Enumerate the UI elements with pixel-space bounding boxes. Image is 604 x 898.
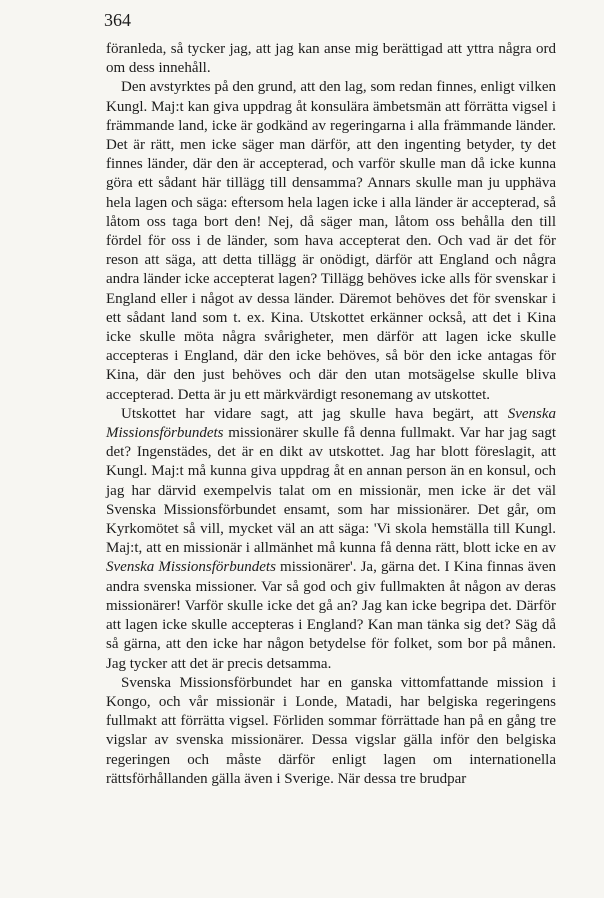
paragraph [106, 40, 556, 78]
text-run: Svenska Missionsförbundet har en ganska vittomfattande mission i Kongo, och vår missionär i Londe, Matadi, har belgiska regeringens fullmakt att förrätta vigsel. Förliden sommar förrättade han på en gång tre vigslar av svenska missionärer. Dessa vigslar gälla inför den belgiska regeringen och måste därför enligt lagen om internationella rättsförhållanden gälla även i Sverige. När dessa tre brudpar [106, 674, 556, 787]
italic-text: Svenska Missionsförbundets [106, 405, 556, 442]
page-number: 364 [104, 10, 131, 30]
text-run: Utskottet har vidare sagt, att jag skulle hava begärt, att [121, 405, 508, 422]
paragraph [106, 405, 556, 674]
text-run: föranleda, så tycker jag, att jag kan anse mig berättigad att yttra några ord om dess innehåll. [106, 41, 556, 77]
italic-text: Svenska Missionsförbundets [106, 559, 276, 576]
text-run: Den avstyrktes på den grund, att den lag, som redan finnes, enligt vilken Kungl. Maj:t kan giva uppdrag åt konsulära ämbetsmän att förrätta vigsel i främmande land, icke är godkänd av regeringarna i alla främmande länder. Det är rätt, men icke säger man därför, att den ingenting betyder, ty det finnes länder, där den är accepterad, och varför skulle man då icke kunna göra ett sådant här tillägg till densamma? Annars skulle man ju upphäva hela lagen och säga: eftersom hela lagen icke i alla länder är accepterad, så låtom oss taga bort den! Nej, då säger man, låtom oss behålla den till fördel för oss i de länder, som hava accepterat den. Och vad är det för reson att säga, att detta tillägg är onödigt, därför att England och några andra länder icke accepterat lagen? Tillägg behöves icke alls för svenskar i England eller i något av dessa länder. Däremot behöves det för svenskar i ett sådant land som t. ex. Kina. Utskottet erkänner också, att det i Kina icke skulle möta några svårigheter, men därför att lagen icke skulle accepteras i England, där den icke behöves, så bör den icke antagas för Kina, där den just behöves och där den utan motsägelse skulle bliva accepterad. Detta är ju ett märkvärdigt resonemang av utskottet. [106, 79, 556, 403]
text-run: missionärer skulle få denna fullmakt. Var har jag sagt det? Ingenstädes, det är en dikt av utskottet. Jag har blott föreslagit, att Kungl. Maj:t må kunna giva uppdrag åt en annan person än en konsul, och jag har därvid exempelvis talat om en missionär, men icke är det väl Svenska Missionsförbundet ensamt, som har missionärer. Det går, om Kyrkomötet så vill, mycket väl an att säga: 'Vi skola hemställa till Kungl. Maj:t, att en missionär i allmänhet må kunna få denna rätt, blott icke en av [106, 425, 556, 557]
paragraph [106, 78, 556, 404]
body-text [106, 40, 556, 789]
text-run: missionärer'. Ja, gärna det. I Kina finnas även andra svenska missioner. Var så god och giv fullmakten åt någon av deras missionärer! Varför skulle icke det gå an? Jag kan icke begripa det. Därför att lagen icke skulle accepteras i England? Kan man tänka sig det? Säg då så gärna, att den icke har någon betydelse för folket, som bor på månen. Jag tycker att det är precis detsamma. [106, 559, 556, 672]
paragraph [106, 674, 556, 789]
